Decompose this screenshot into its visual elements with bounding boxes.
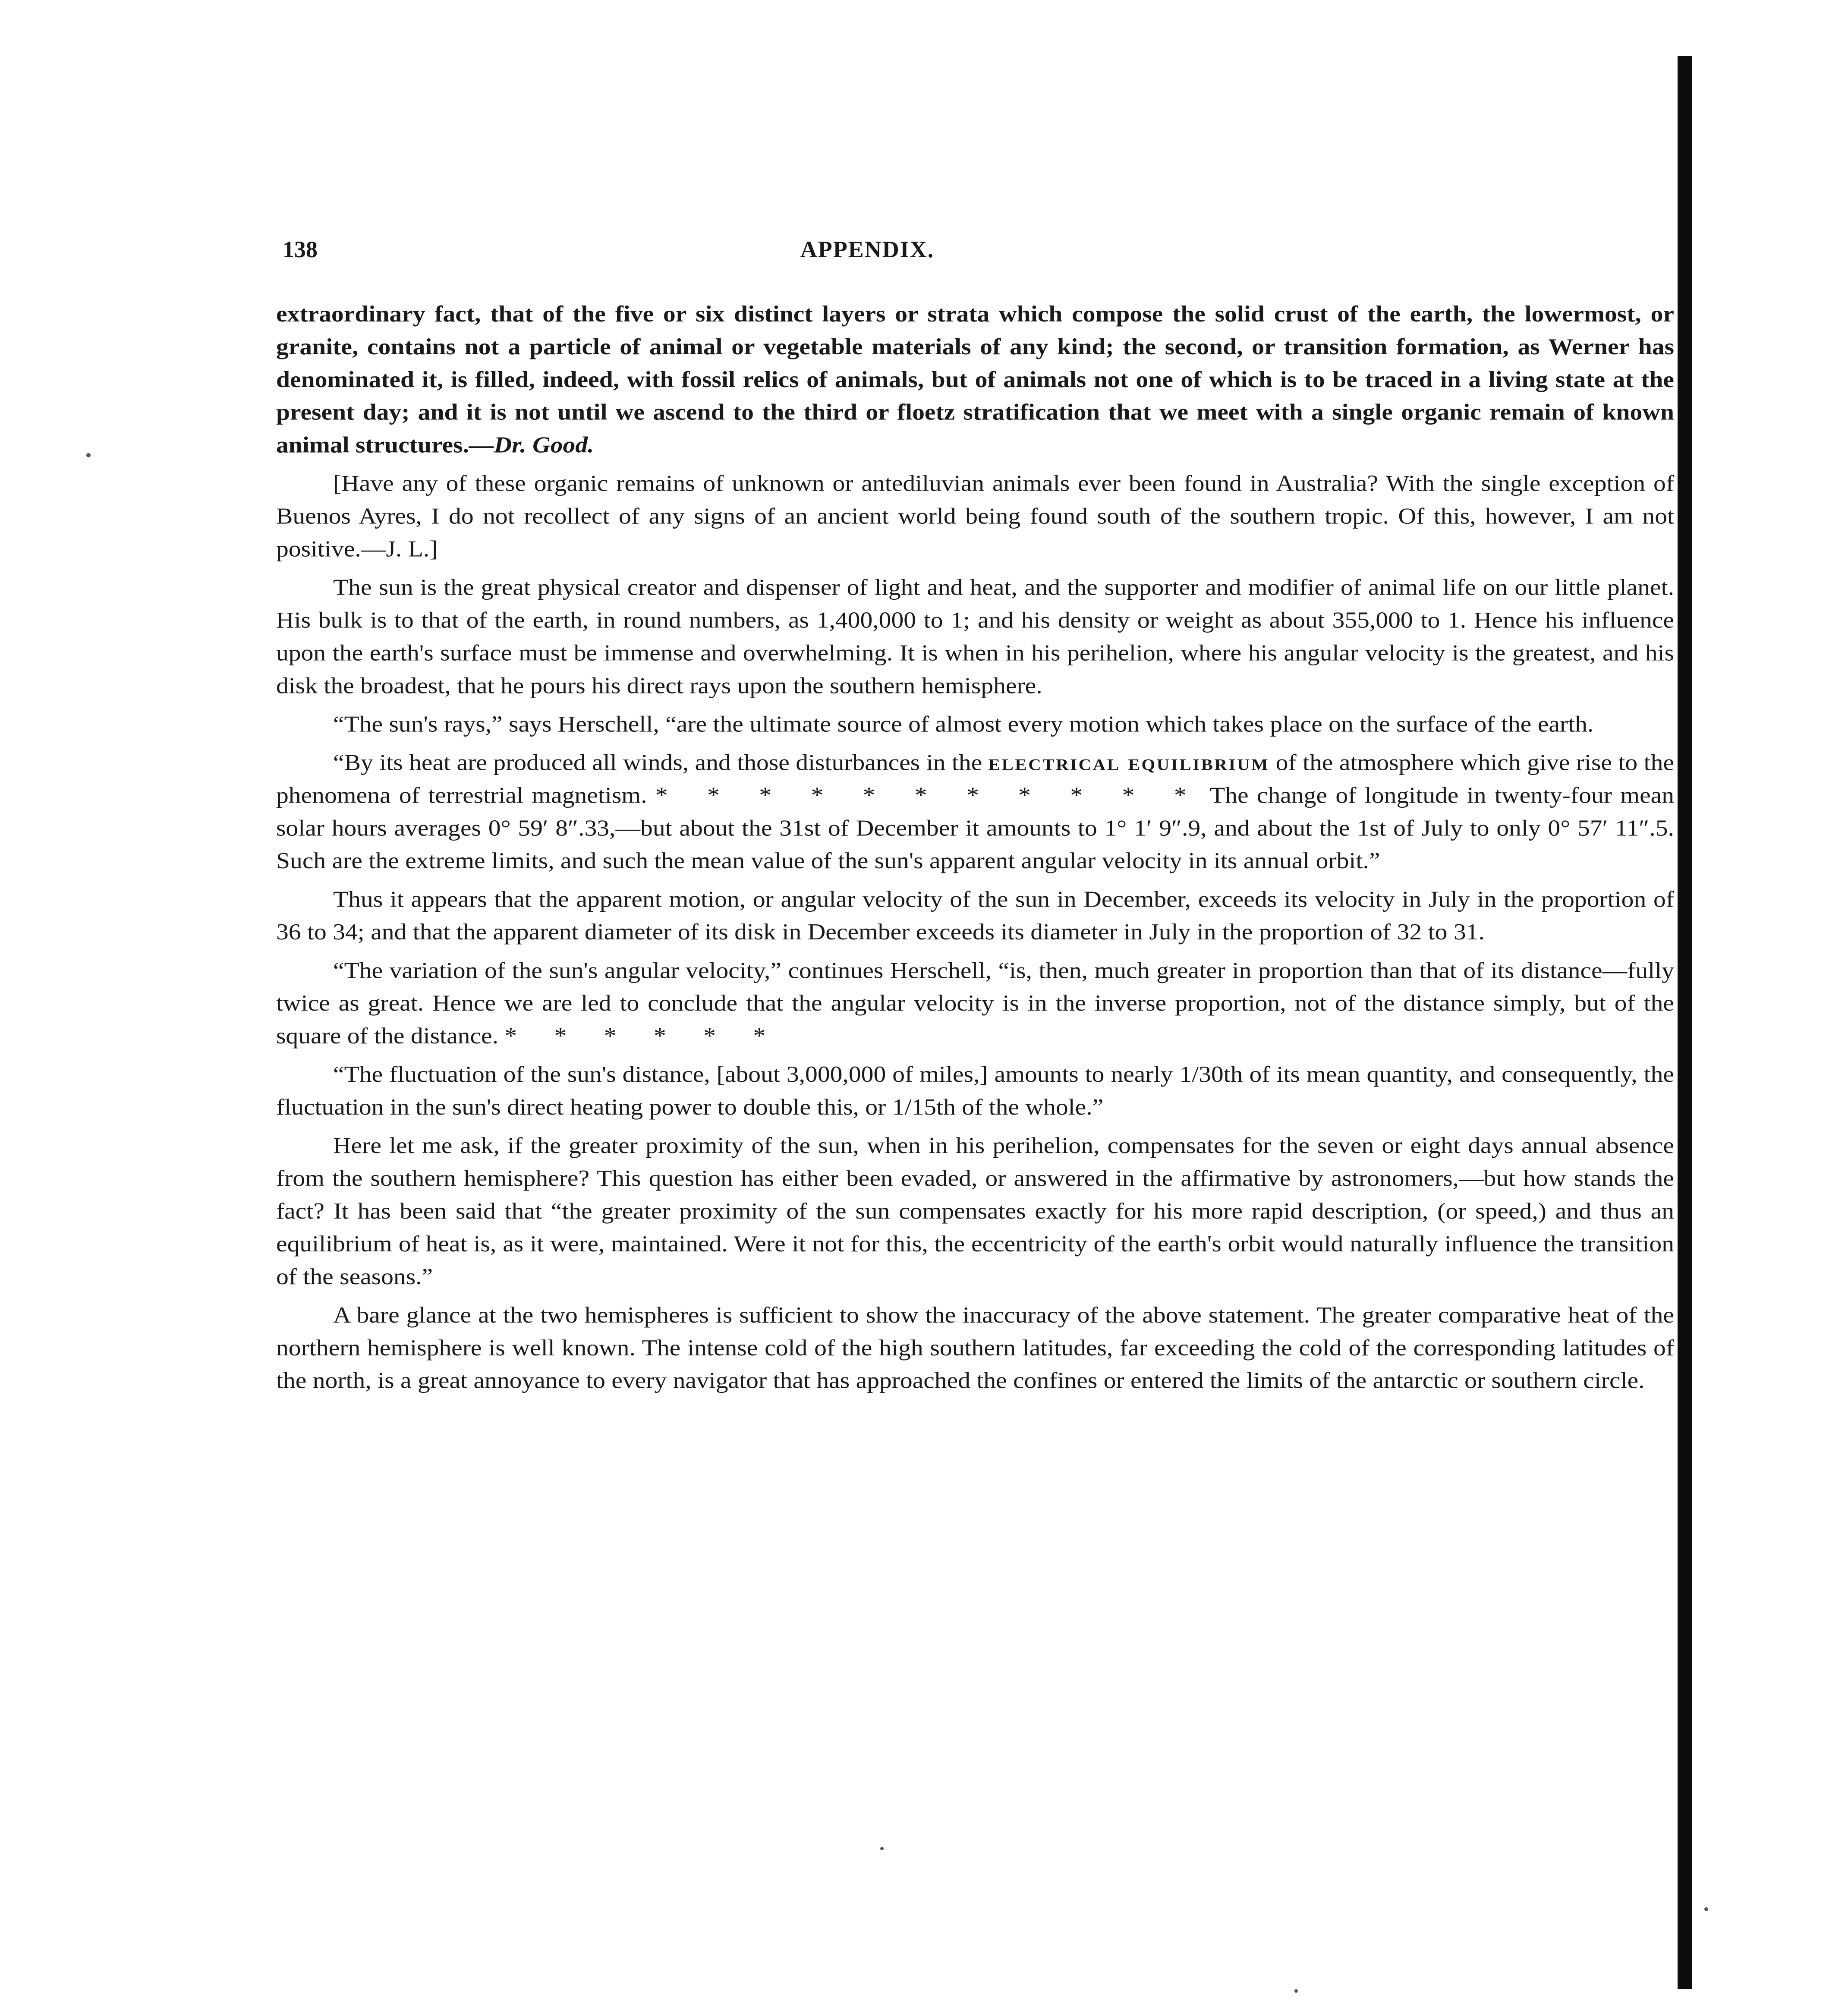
scan-speck (1704, 1907, 1708, 1911)
paragraph (276, 954, 1674, 1052)
attribution: —Dr. Good. (469, 432, 594, 458)
paragraph-text: The change of longitude in twenty-four mean solar hours averages 0° 59′ 8″.33,—but about the 31st of December it amounts to 1° 1′ 9″.9, and about the 1st of July to only 0° 57′ 11″.5. Such are the extreme limits, and such the mean value of the sun's apparent angular velocity in its annual orbit.” (276, 783, 1675, 874)
paragraph: “The fluctuation of the sun's distance, [about 3,000,000 of miles,] amounts to nearly 1/30th of its mean quantity, and consequently, the fluctuation in the sun's direct heating power to double this, or 1/15th of the whole.” (276, 1062, 1675, 1120)
running-head: APPENDIX. (800, 236, 935, 262)
scan-edge-shadow (1678, 56, 1692, 1989)
paragraph-text: extraordinary fact, that of the five or six distinct layers or strata which compose the solid crust of the earth, the lowermost, or granite, contains not a particle of animal or vegetable materials of any kind; the second, or transition formation, as Werner has denominated it, is filled, indeed, with fossil relics of animals, but of animals not one of which is to be traced in a living state at the present day; and it is not until we ascend to the third or floetz stratification that we meet with a single organic remain of known animal structures. (276, 301, 1675, 458)
paragraph-text: of the atmosphere which give rise to the phenomena of terrestrial magnetism. (276, 750, 1675, 808)
asterisk-ellipsis: * * * * * * (504, 1023, 781, 1049)
scan-speck (880, 1847, 884, 1850)
paragraph: [Have any of these organic remains of unknown or antediluvian animals ever been found in Australia? With the single exception of Buenos Ayres, I do not recollect of any signs of an ancient world being found south of the southern tropic. Of this, however, I am not positive.—J. L.] (276, 471, 1675, 562)
body-text (276, 298, 1674, 1403)
paragraph: The sun is the great physical creator and dispenser of light and heat, and the supporter and modifier of animal life on our little planet. His bulk is to that of the earth, in round numbers, as 1,400,000 to 1; and his density or weight as about 355,000 to 1. Hence his influence upon the earth's surface must be immense and overwhelming. It is when in his perihelion, where his angular velocity is the greatest, and his disk the broadest, that he pours his direct rays upon the southern hemisphere. (276, 575, 1675, 699)
scan-speck (1294, 1989, 1298, 1993)
asterisk-ellipsis: * * * * * * * * * * * (655, 783, 1202, 808)
paragraph (276, 747, 1674, 878)
page-number: 138 (283, 236, 318, 262)
small-caps-term: electrical equilibrium (988, 750, 1270, 775)
paragraph: A bare glance at the two hemispheres is sufficient to show the inaccuracy of the above statement. The greater comparative heat of the northern hemisphere is well known. The intense cold of the high southern latitudes, far exceeding the cold of the corresponding latitudes of the north, is a great annoyance to every navigator that has approached the confines or entered the limits of the antarctic or southern circle. (276, 1302, 1675, 1393)
paragraph-text: “By its heat are produced all winds, and those disturbances in the (333, 750, 982, 775)
paragraph (276, 298, 1674, 462)
scan-speck (86, 453, 91, 457)
paragraph: Thus it appears that the apparent motion, or angular velocity of the sun in December, exceeds its velocity in July in the proportion of 36 to 34; and that the apparent diameter of its disk in December exceeds its diameter in July in the proportion of 32 to 31. (276, 887, 1675, 945)
paragraph: “The sun's rays,” says Herschell, “are the ultimate source of almost every motion which takes place on the surface of the earth. (333, 712, 1594, 737)
paragraph: Here let me ask, if the greater proximity of the sun, when in his perihelion, compensates for the seven or eight days annual absence from the southern hemisphere? This question has either been evaded, or answered in the affirmative by astronomers,—but how stands the fact? It has been said that “the greater proximity of the sun compensates exactly for his more rapid description, (or speed,) and thus an equilibrium of heat is, as it were, maintained. Were it not for this, the eccentricity of the earth's orbit would naturally influence the transition of the seasons.” (276, 1133, 1675, 1289)
paragraph-text: “The variation of the sun's angular velocity,” continues Herschell, “is, then, much greater in proportion than that of its distance—fully twice as great. Hence we are led to conclude that the angular velocity is in the inverse proportion, not of the distance simply, but of the square of the distance. (276, 958, 1675, 1049)
